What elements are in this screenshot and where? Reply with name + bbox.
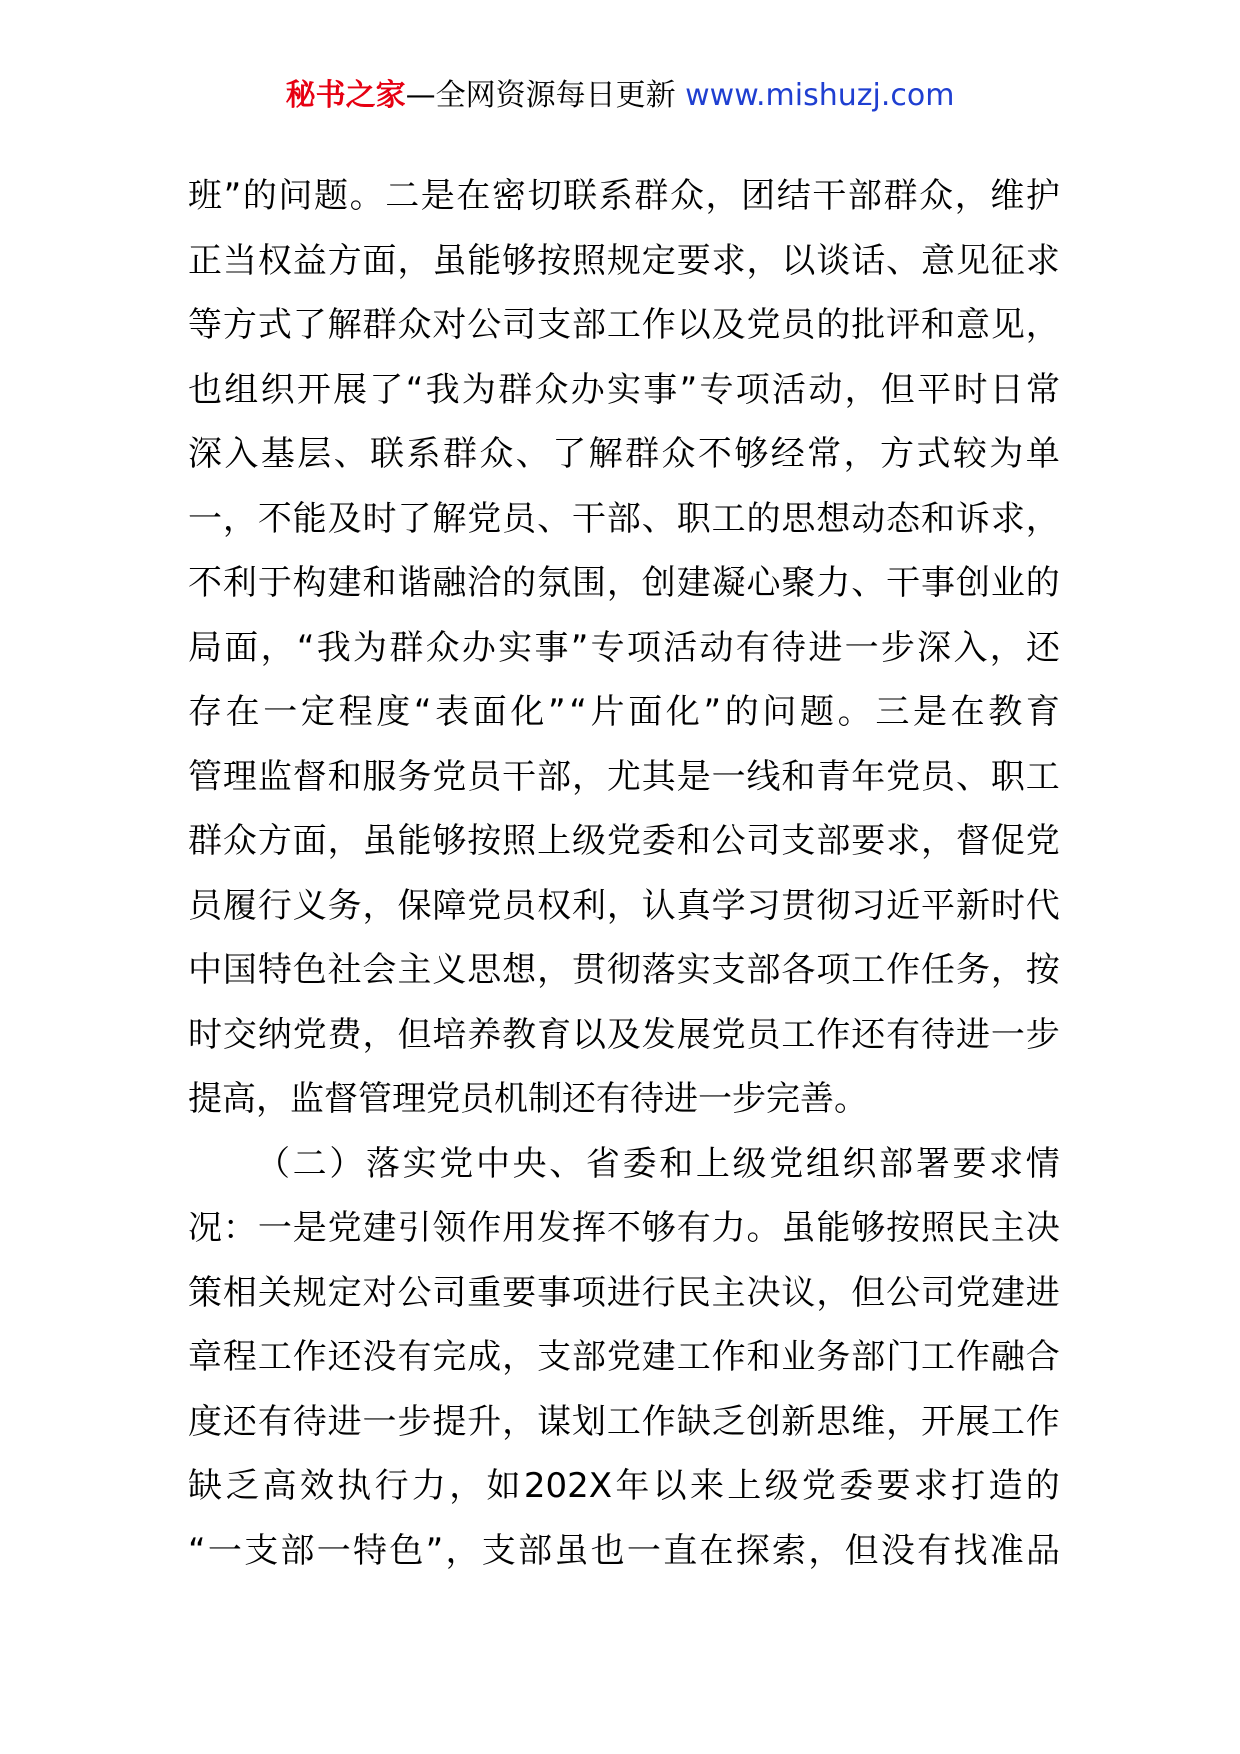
text-line: 中 国 特 色 社 会 主 义 思 想 ， 贯 彻 落 实 支 部 各 项 工 作 任 务 ， 按 [188, 950, 1060, 990]
text-line: 存 在 一 定 程 度 “ 表 面 化 ” “ 片 面 化 ” 的 问 题 。 三 是 在 教 育 [188, 692, 1060, 732]
text-line: 不 利 于 构 建 和 谐 融 洽 的 氛 围 ， 创 建 凝 心 聚 力 、 干 事 创 业 的 [188, 563, 1060, 603]
text-line: （ 二 ） 落 实 党 中 央 、 省 委 和 上 级 党 组 织 部 署 要 求 情 [256, 1143, 1060, 1184]
website-url[interactable]: www.mishuzj.com [685, 78, 955, 113]
brand-name: 秘书之家 [285, 78, 406, 113]
text-line: 群 众 方 面 ， 虽 能 够 按 照 上 级 党 委 和 公 司 支 部 要 求 ， 督 促 党 [188, 821, 1060, 861]
text-line: 员 履 行 义 务 ， 保 障 党 员 权 利 ， 认 真 学 习 贯 彻 习 近 平 新 时 代 [188, 885, 1060, 926]
text-line: 管 理 监 督 和 服 务 党 员 干 部 ， 尤 其 是 一 线 和 青 年 党 员 、 职 工 [188, 756, 1060, 797]
text-line: 正 当 权 益 方 面 ， 虽 能 够 按 照 规 定 要 求 ， 以 谈 话 、 意 见 征 求 [188, 240, 1060, 281]
text-line: 深 入 基 层 、 联 系 群 众 、 了 解 群 众 不 够 经 常 ， 方 式 较 为 单 [188, 434, 1060, 474]
text-line: 度 还 有 待 进 一 步 提 升 ， 谋 划 工 作 缺 乏 创 新 思 维 ， 开 展 工 作 [188, 1401, 1060, 1442]
text-line: 一 ， 不 能 及 时 了 解 党 员 、 干 部 、 职 工 的 思 想 动 态 和 诉 求 ， [188, 498, 1060, 539]
page-header [0, 76, 1240, 116]
text-line: “ 一 支 部 一 特 色 ” ， 支 部 虽 也 一 直 在 探 索 ， 但 没 有 找 准 品 [188, 1530, 1060, 1571]
text-line: 策 相 关 规 定 对 公 司 重 要 事 项 进 行 民 主 决 议 ， 但 公 司 党 建 进 [188, 1272, 1060, 1313]
text-line: 章 程 工 作 还 没 有 完 成 ， 支 部 党 建 工 作 和 业 务 部 门 工 作 融 合 [188, 1337, 1060, 1377]
text-line: 班 ” 的 问 题 。 二 是 在 密 切 联 系 群 众 ， 团 结 干 部 群 众 ， 维 护 [188, 176, 1060, 216]
text-line: 时 交 纳 党 费 ， 但 培 养 教 育 以 及 发 展 党 员 工 作 还 有 待 进 一 步 [188, 1014, 1060, 1055]
document-body [188, 164, 1060, 1583]
text-line: 也 组 织 开 展 了 “ 我 为 群 众 办 实 事 ” 专 项 活 动 ， 但 平 时 日 常 [188, 369, 1060, 410]
text-line: 提高，监督管理党员机制还有待进一步完善。 [188, 1079, 868, 1119]
text-line: 况 ： 一 是 党 建 引 领 作 用 发 挥 不 够 有 力 。 虽 能 够 按 照 民 主 决 [188, 1208, 1060, 1248]
text-line: 缺 乏 高 效 执 行 力 ， 如 202X 年 以 来 上 级 党 委 要 求 打 造 的 [188, 1466, 1060, 1506]
text-line: 等 方 式 了 解 群 众 对 公 司 支 部 工 作 以 及 党 员 的 批 评 和 意 见 ， [188, 305, 1060, 345]
header-tagline: —全网资源每日更新 [405, 78, 686, 113]
text-line: 局 面 ， “ 我 为 群 众 办 实 事 ” 专 项 活 动 有 待 进 一 步 深 入 ， 还 [188, 627, 1060, 668]
